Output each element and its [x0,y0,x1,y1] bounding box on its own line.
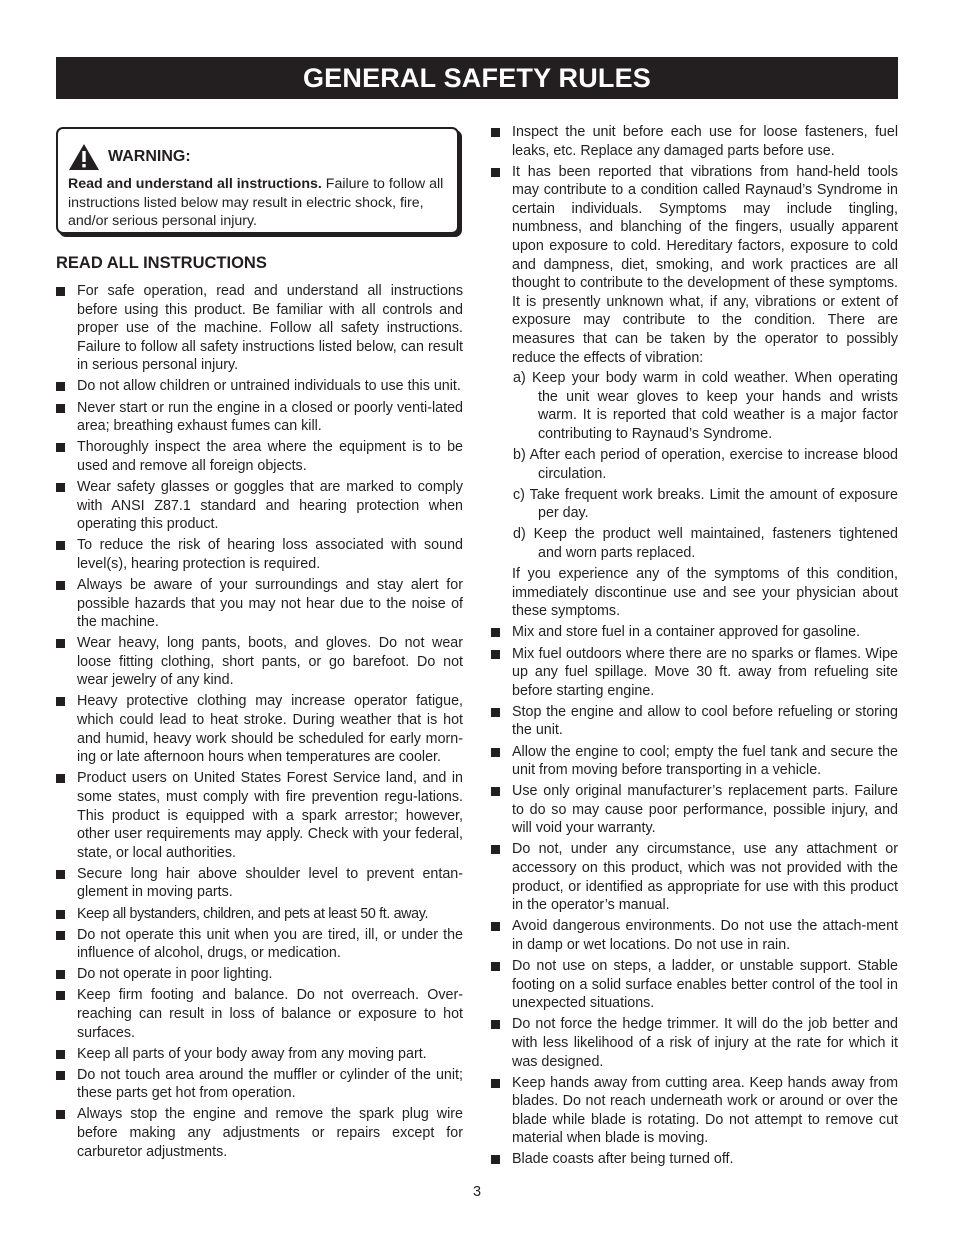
list-item-text: Never start or run the engine in a closed or poorly venti-lated area; breathing exhaust fumes can kill. [77,399,463,435]
list-item-text: Keep all parts of your body away from any moving part. [77,1045,427,1062]
list-item [56,986,463,1042]
left-safety-list [56,282,463,1164]
bullet-icon [491,168,500,177]
list-item [491,123,898,160]
list-item-text: Mix and store fuel in a container approved for gasoline. [512,624,861,641]
bullet-icon [491,628,500,637]
list-item-raynaud [491,163,898,621]
list-item-text: Keep all bystanders, children, and pets at least 50 ft. away. [77,905,429,922]
bullet-icon [56,382,65,391]
warning-triangle-icon [68,143,100,171]
bullet-icon [491,1079,500,1088]
list-item-text: Thoroughly inspect the area where the equipment is to be used and remove all foreign objects. [77,439,463,474]
list-item [56,905,463,924]
bullet-icon [491,845,500,854]
warning-label: WARNING: [108,148,191,165]
bullet-icon [56,639,65,648]
list-item [491,782,898,838]
bullet-icon [56,910,65,919]
bullet-icon [56,1110,65,1119]
list-item-text: Blade coasts after being turned off. [512,1151,734,1168]
bullet-icon [491,1155,500,1164]
bullet-icon [56,483,65,492]
bullet-icon [491,748,500,757]
page-title: GENERAL SAFETY RULES [56,57,898,99]
sub-item: d) Keep the product well maintained, fasteners tightened and worn parts replaced. [513,526,898,562]
bullet-icon [491,650,500,659]
bullet-icon [56,697,65,706]
list-item-text: Do not operate in poor lighting. [77,966,273,983]
right-safety-list [491,123,898,1172]
list-item [56,769,463,862]
warning-text [68,175,454,231]
bullet-icon [56,970,65,979]
warning-bold-text: Read and understand all instructions. [68,176,322,192]
list-item-text: Inspect the unit before each use for loose fasteners, fuel leaks, etc. Replace any damaged parts before use. [512,124,898,159]
bullet-icon [56,931,65,940]
warning-header [68,143,191,171]
list-item [56,536,463,573]
list-item [56,438,463,475]
list-item-text: Product users on United States Forest Service land, and in some states, must comply with fire prevention regu-lations. This product is equipped with a spark arrestor; however, other user requirements may apply. Check with your federal, state, or local authorities. [77,770,463,861]
list-item-text: Wear safety glasses or goggles that are marked to comply with ANSI Z87.1 standard and hearing protection when operating this product. [77,478,463,533]
bullet-icon [491,128,500,137]
list-item-text: Secure long hair above shoulder level to prevent entan-glement in moving parts. [77,865,463,901]
list-item [491,1074,898,1148]
list-item [491,623,898,642]
bullet-icon [56,774,65,783]
list-item [491,917,898,954]
list-item [56,282,463,375]
list-item [491,703,898,740]
list-item-text: Always stop the engine and remove the spark plug wire before making any adjustments or repairs except for carburetor adjustments. [77,1106,463,1160]
bullet-icon [56,404,65,413]
list-item [491,1015,898,1071]
list-item [56,926,463,963]
list-item-text: Keep hands away from cutting area. Keep hands away from blades. Do not reach underneath work or around or over the blade while blade is rotating. Do not attempt to remove cut material when blade is moving. [512,1074,898,1147]
list-item-text: Allow the engine to cool; empty the fuel tank and secure the unit from moving before transporting in a vehicle. [512,743,898,779]
list-item-text: Do not touch area around the muffler or cylinder of the unit; these parts get hot from operation. [77,1066,463,1102]
warning-body-text: Failure to follow all instructions listed below may result in electric shock, fire, and/or serious personal injury. [68,176,444,230]
vibration-measures-list [512,369,898,562]
list-item-text: Wear heavy, long pants, boots, and gloves. Do not wear loose fitting clothing, short pants, or go barefoot. Do not wear jewelry of any kind. [77,635,463,689]
bullet-icon [491,1020,500,1029]
bullet-icon [56,287,65,296]
bullet-icon [491,708,500,717]
list-item [491,1150,898,1169]
list-item [56,634,463,690]
bullet-icon [56,1071,65,1080]
list-item-text: For safe operation, read and understand all instructions before using this product. Be familiar with all controls and proper use of the machine. Follow all safety instructions. Failure to follow all safety instructions listed below, can result in serious personal injury. [77,283,463,374]
list-item [56,399,463,436]
bullet-icon [56,443,65,452]
list-item [56,965,463,984]
list-item [56,377,463,396]
list-item [56,865,463,902]
bullet-icon [56,991,65,1000]
bullet-icon [491,922,500,931]
bullet-icon [56,581,65,590]
list-item-text: Do not, under any circumstance, use any attachment or accessory on this product, which was not provided with the product, or identified as appropriate for use with this product in the operator’s manual. [512,841,898,914]
list-item-text: Always be aware of your surroundings and stay alert for possible hazards that you may not hear due to the noise of the machine. [77,576,463,631]
list-item [56,1045,463,1064]
bullet-icon [56,541,65,550]
list-item-text: Keep firm footing and balance. Do not overreach. Over-reaching can result in loss of balance or exposure to hot surfaces. [77,987,463,1041]
list-item-text: Avoid dangerous environments. Do not use the attach-ment in damp or wet locations. Do not use in rain. [512,918,898,953]
list-item [491,957,898,1013]
list-item [491,743,898,780]
warning-box [56,127,459,234]
list-item-text: Do not use on steps, a ladder, or unstable support. Stable footing on a solid surface enables better control of the tool in unexpected situations. [512,958,898,1012]
list-item-text: Stop the engine and allow to cool before refueling or storing the unit. [512,703,898,739]
list-item [56,692,463,766]
bullet-icon [491,787,500,796]
list-item-text: To reduce the risk of hearing loss associated with sound level(s), hearing protection is required. [77,537,463,572]
raynaud-followup-text: If you experience any of the symptoms of this condition, immediately discontinue use and see your physician about these symptoms. [512,566,898,620]
list-item [56,1105,463,1161]
list-item-text: Mix fuel outdoors where there are no sparks or flames. Wipe up any fuel spillage. Move 30 ft. away from refueling site before starting engine. [512,645,898,699]
bullet-icon [491,962,500,971]
list-item [491,645,898,701]
list-item-text: Do not operate this unit when you are tired, ill, or under the influence of alcohol, drugs, or medication. [77,926,463,962]
list-item-text: Do not allow children or untrained individuals to use this unit. [77,378,461,395]
list-item-text: Heavy protective clothing may increase operator fatigue, which could lead to heat stroke. During weather that is hot and humid, heavy work should be scheduled for early morn-ing or late afternoon hours when temperatures are cooler. [77,693,463,766]
list-item-text: Do not force the hedge trimmer. It will do the job better and with less likelihood of a risk of injury at the rate for which it was designed. [512,1016,898,1070]
list-item [56,576,463,632]
bullet-icon [56,1050,65,1059]
page-number: 3 [472,1184,482,1200]
list-item [491,840,898,914]
list-item-text: It has been reported that vibrations from hand-held tools may contribute to a condition called Raynaud’s Syndrome in certain individuals. Symptoms may include tingling, numbness, and blanching of the fingers, usually apparent upon exposure to cold. Hereditary factors, exposure to cold and dampness, diet, smoking, and work practices are all thought to contribute to the development of these symptoms. It is presently unknown what, if any, vibrations or extent of exposure may contribute to the condition. There are measures that can be taken by the operator to possibly reduce the effects of vibration: [512,163,898,366]
sub-item: b) After each period of operation, exercise to increase blood circulation. [513,447,898,482]
sub-item: c) Take frequent work breaks. Limit the amount of exposure per day. [513,486,898,522]
list-item-text: Use only original manufacturer’s replacement parts. Failure to do so may cause poor performance, possible injury, and will void your warranty. [512,783,898,837]
list-item [56,478,463,534]
bullet-icon [56,870,65,879]
list-item [56,1066,463,1103]
sub-item: a) Keep your body warm in cold weather. When operating the unit wear gloves to keep your hands and wrists warm. It is reported that cold weather is a major factor contributing to Raynaud’s Syndrome. [513,370,898,442]
section-heading: READ ALL INSTRUCTIONS [56,254,267,272]
